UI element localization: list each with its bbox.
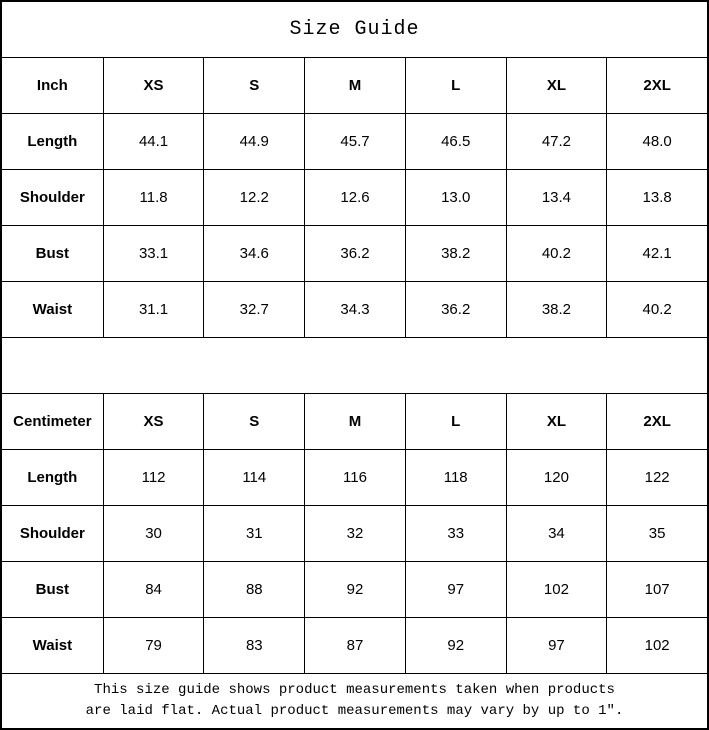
- footer-note-line2: are laid flat. Actual product measurements may vary by up to 1″.: [85, 703, 624, 719]
- table-separator: [2, 337, 707, 393]
- table-cell: 44.1: [103, 114, 204, 169]
- table-cell: 114: [203, 450, 304, 505]
- row-label: Length: [27, 469, 78, 486]
- table-cell: 31.1: [103, 282, 204, 337]
- row-label: Shoulder: [19, 525, 85, 542]
- inch-header-xl: XL: [506, 58, 607, 113]
- cm-length-row: [2, 449, 707, 505]
- cm-header-s: S: [203, 394, 304, 449]
- inch-header-xs: XS: [103, 58, 204, 113]
- table-cell: 30: [103, 506, 204, 561]
- table-cell: 34.3: [304, 282, 405, 337]
- table-cell: 38.2: [506, 282, 607, 337]
- cm-header-xl: XL: [506, 394, 607, 449]
- row-label: Length: [27, 133, 78, 150]
- table-cell: 35: [606, 506, 707, 561]
- table-cell: 84: [103, 562, 204, 617]
- table-cell: 11.8: [103, 170, 204, 225]
- cm-header-m: M: [304, 394, 405, 449]
- table-cell: 112: [103, 450, 204, 505]
- table-cell: 40.2: [606, 282, 707, 337]
- table-cell: 12.6: [304, 170, 405, 225]
- table-cell: 120: [506, 450, 607, 505]
- cm-header-unit: Centimeter: [13, 413, 92, 430]
- cm-header-xs: XS: [103, 394, 204, 449]
- table-cell: 13.8: [606, 170, 707, 225]
- table-cell: 97: [405, 562, 506, 617]
- table-cell: 32: [304, 506, 405, 561]
- table-cell: 34: [506, 506, 607, 561]
- table-cell: 42.1: [606, 226, 707, 281]
- table-cell: 87: [304, 618, 405, 673]
- table-cell: 38.2: [405, 226, 506, 281]
- cm-waist-row: [2, 617, 707, 673]
- inch-waist-row: [2, 281, 707, 337]
- row-label: Bust: [35, 245, 70, 262]
- row-label: Waist: [32, 637, 73, 654]
- inch-header-l: L: [405, 58, 506, 113]
- table-cell: 31: [203, 506, 304, 561]
- table-cell: 92: [405, 618, 506, 673]
- table-cell: 122: [606, 450, 707, 505]
- table-cell: 13.0: [405, 170, 506, 225]
- table-cell: 13.4: [506, 170, 607, 225]
- table-cell: 36.2: [405, 282, 506, 337]
- row-label: Waist: [32, 301, 73, 318]
- cm-header-row: [2, 393, 707, 449]
- cm-header-l: L: [405, 394, 506, 449]
- table-cell: 33.1: [103, 226, 204, 281]
- table-cell: 118: [405, 450, 506, 505]
- table-cell: 102: [506, 562, 607, 617]
- inch-header-2xl: 2XL: [606, 58, 707, 113]
- table-cell: 32.7: [203, 282, 304, 337]
- page-title: Size Guide: [289, 18, 420, 41]
- table-cell: 97: [506, 618, 607, 673]
- inch-header-m: M: [304, 58, 405, 113]
- cm-bust-row: [2, 561, 707, 617]
- table-cell: 33: [405, 506, 506, 561]
- table-cell: 36.2: [304, 226, 405, 281]
- inch-header-s: S: [203, 58, 304, 113]
- table-cell: 116: [304, 450, 405, 505]
- table-cell: 92: [304, 562, 405, 617]
- table-cell: 47.2: [506, 114, 607, 169]
- table-cell: 46.5: [405, 114, 506, 169]
- table-cell: 40.2: [506, 226, 607, 281]
- table-cell: 107: [606, 562, 707, 617]
- table-cell: 83: [203, 618, 304, 673]
- inch-shoulder-row: [2, 169, 707, 225]
- table-cell: 44.9: [203, 114, 304, 169]
- footer-note: [2, 673, 707, 728]
- table-cell: 45.7: [304, 114, 405, 169]
- cm-shoulder-row: [2, 505, 707, 561]
- row-label: Bust: [35, 581, 70, 598]
- inch-header-unit: Inch: [36, 77, 68, 94]
- table-cell: 79: [103, 618, 204, 673]
- table-cell: 48.0: [606, 114, 707, 169]
- inch-bust-row: [2, 225, 707, 281]
- inch-header-row: [2, 57, 707, 113]
- cm-header-2xl: 2XL: [606, 394, 707, 449]
- table-cell: 12.2: [203, 170, 304, 225]
- table-cell: 34.6: [203, 226, 304, 281]
- table-cell: 102: [606, 618, 707, 673]
- table-cell: 88: [203, 562, 304, 617]
- row-label: Shoulder: [19, 189, 85, 206]
- footer-note-line1: This size guide shows product measurements taken when products: [94, 682, 615, 698]
- inch-length-row: [2, 113, 707, 169]
